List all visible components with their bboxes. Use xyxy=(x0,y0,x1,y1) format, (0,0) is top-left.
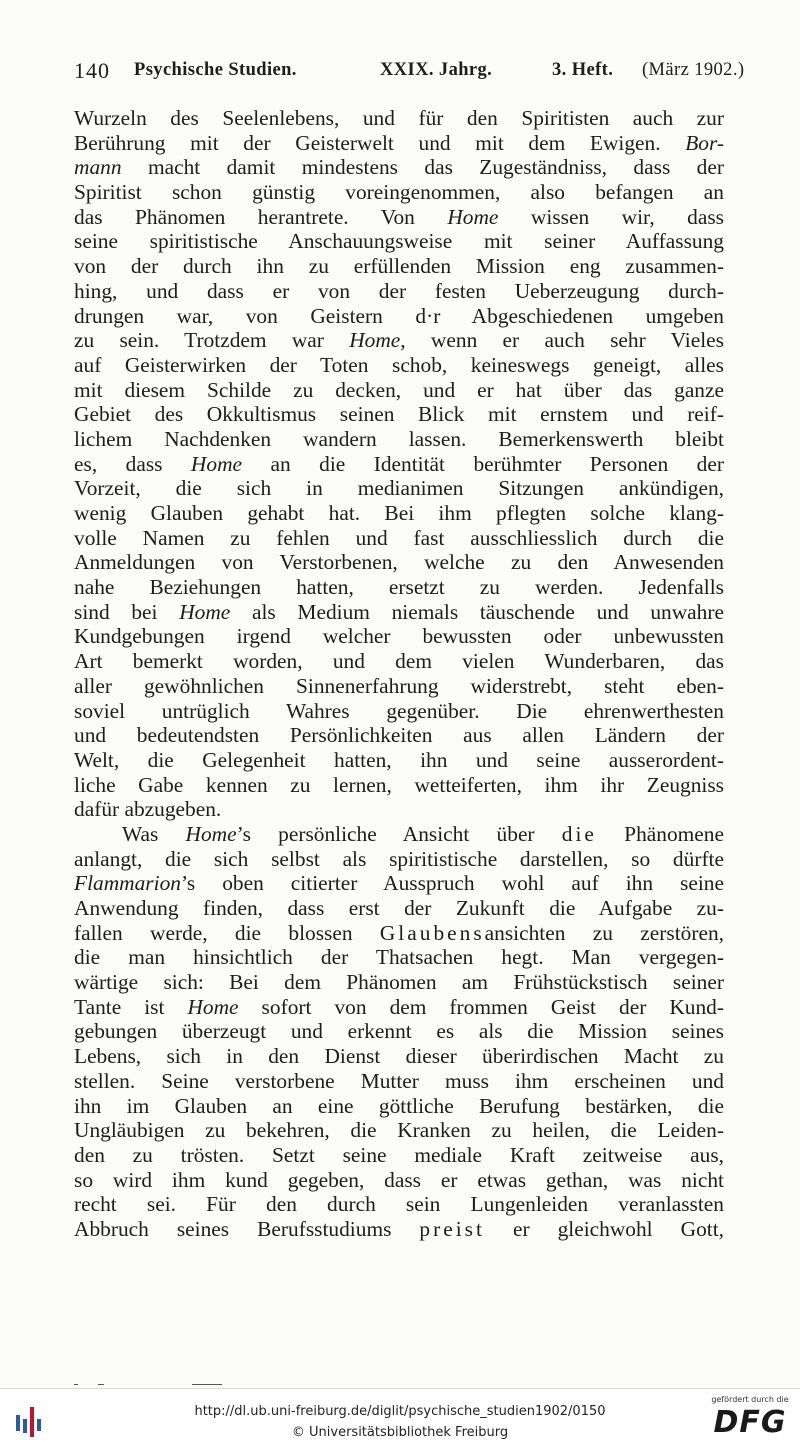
text-line xyxy=(74,550,724,575)
text-line xyxy=(74,674,724,699)
text-segment: Abbruch seines Berufsstudiums xyxy=(74,1216,420,1241)
text-segment: so wird ihm kund gegeben, dass er etwas gethan, was nicht xyxy=(74,1167,724,1192)
text-segment: volle Namen zu fehlen und fast ausschliesslich durch die xyxy=(74,525,724,550)
text-line xyxy=(74,476,724,501)
italic-name: Home xyxy=(185,821,237,846)
text-segment: Vorzeit, die sich in medianimen Sitzungen ankündigen, xyxy=(74,476,724,501)
text-segment: Lebens, sich in den Dienst dieser überirdischen Macht zu xyxy=(74,1044,724,1069)
source-url-link[interactable]: http://dl.ub.uni-freiburg.de/diglit/psychische_studien1902/0150 xyxy=(194,1404,606,1419)
italic-name: Home xyxy=(447,204,499,229)
text-segment: Was xyxy=(122,821,186,846)
dfg-logo xyxy=(706,1395,794,1445)
text-segment: ihn im Glauben an eine göttliche Berufung bestärken, die xyxy=(74,1093,724,1118)
text-line xyxy=(74,723,724,748)
text-segment: stellen. Seine verstorbene Mutter muss ihm erscheinen und xyxy=(74,1068,724,1093)
italic-name: Home xyxy=(349,328,401,353)
text-segment: Wurzeln des Seelenlebens, und für den Spiritisten auch zur xyxy=(74,106,724,130)
italic-name: Home xyxy=(179,599,231,624)
italic-name: Home xyxy=(187,994,239,1019)
text-segment: anlangt, die sich selbst als spiritistische darstellen, so dürfte xyxy=(74,846,724,871)
text-segment: Welt, die Gelegenheit hatten, ihn und seine ausserordent- xyxy=(74,747,724,772)
italic-name: Bor- xyxy=(685,130,724,155)
text-segment: und bedeutendsten Persönlichkeiten aus allen Ländern der xyxy=(74,723,724,748)
text-line xyxy=(74,699,724,724)
printer-mark xyxy=(74,1383,234,1386)
text-line xyxy=(74,1094,724,1119)
text-line xyxy=(74,921,724,946)
running-header xyxy=(74,58,745,88)
spaced-emphasis: die xyxy=(561,821,597,846)
text-line xyxy=(74,896,724,921)
text-segment: nahe Beziehungen hatten, ersetzt zu werden. Jedenfalls xyxy=(74,575,724,600)
text-line xyxy=(74,575,724,600)
text-line xyxy=(74,797,724,822)
text-segment: zu sein. Trotzdem war xyxy=(74,328,350,353)
text-line xyxy=(74,600,724,625)
text-segment: das Phänomen herantrete. Von xyxy=(74,204,448,229)
text-segment: er gleichwohl Gott, xyxy=(484,1216,724,1241)
text-line xyxy=(74,254,724,279)
text-line xyxy=(74,279,724,304)
text-segment: aller gewöhnlichen Sinnenerfahrung widerstrebt, steht eben- xyxy=(74,673,724,698)
text-line xyxy=(74,871,724,896)
text-line xyxy=(74,773,724,798)
text-line xyxy=(74,131,724,156)
page-number: 140 xyxy=(74,58,110,83)
text-segment: drungen war, von Geistern d·r Abgeschiedenen umgeben xyxy=(74,303,724,328)
text-segment: von der durch ihn zu erfüllenden Mission eng zusammen- xyxy=(74,254,724,279)
text-line xyxy=(74,1217,724,1242)
text-segment: Art bemerkt worden, und dem vielen Wunderbaren, das xyxy=(74,649,724,674)
text-line xyxy=(74,452,724,477)
issue-label: 3. Heft. xyxy=(552,60,614,80)
text-segment: ’s persönliche Ansicht über xyxy=(236,821,562,846)
text-segment: ’s oben citierter Ausspruch wohl auf ihn seine xyxy=(180,871,724,896)
text-segment: wärtige sich: Bei dem Phänomen am Frühstückstisch seiner xyxy=(74,970,724,995)
text-segment: macht damit mindestens das Zugeständniss, dass der xyxy=(121,155,724,180)
text-line xyxy=(74,822,724,847)
text-segment: seine spiritistische Anschauungsweise mit seiner Auffassung xyxy=(74,229,724,254)
text-segment: Anwendung finden, dass erst der Zukunft die Aufgabe zu- xyxy=(74,896,724,920)
journal-title: Psychische Studien. xyxy=(134,60,297,80)
text-segment: Kundgebungen irgend welcher bewussten oder unbewussten xyxy=(74,624,724,649)
text-line xyxy=(74,304,724,329)
text-line xyxy=(74,180,724,205)
text-line xyxy=(74,1019,724,1044)
text-line xyxy=(74,748,724,773)
text-line xyxy=(74,501,724,526)
text-segment: liche Gabe kennen zu lernen, wetteiferten, ihm ihr Zeugniss xyxy=(74,772,724,797)
text-segment: Phänomene xyxy=(596,821,724,846)
spaced-emphasis: preist xyxy=(419,1216,485,1241)
text-segment: an die Identität berühmter Personen der xyxy=(242,451,724,476)
text-line xyxy=(74,106,724,131)
volume-label: XXIX. Jahrg. xyxy=(380,60,493,80)
dfg-tagline: gefördert durch die xyxy=(711,1395,789,1404)
italic-name: mann xyxy=(74,155,122,180)
text-segment: sind bei xyxy=(74,599,180,624)
text-line xyxy=(74,995,724,1020)
text-line xyxy=(74,353,724,378)
text-line xyxy=(74,970,724,995)
text-line xyxy=(74,378,724,403)
text-line xyxy=(74,229,724,254)
text-line xyxy=(74,624,724,649)
text-line xyxy=(74,1044,724,1069)
text-line xyxy=(74,1069,724,1094)
text-segment: Tante ist xyxy=(74,994,188,1019)
text-segment: die man hinsichtlich der Thatsachen hegt. Man vergegen- xyxy=(74,945,724,970)
dfg-logo-text: DFG xyxy=(713,1405,787,1440)
text-segment: mit diesem Schilde zu decken, und er hat über das ganze xyxy=(74,377,724,402)
text-segment: Anmeldungen von Verstorbenen, welche zu den Anwesenden xyxy=(74,550,724,575)
text-line xyxy=(74,1118,724,1143)
issue-date: (März 1902.) xyxy=(642,60,745,80)
text-segment: lichem Nachdenken wandern lassen. Bemerkenswerth bleibt xyxy=(74,426,724,451)
text-segment: Gebiet des Okkultismus seinen Blick mit ernstem und reif- xyxy=(74,402,724,427)
text-segment: soviel untrüglich Wahres gegenüber. Die ehrenwerthesten xyxy=(74,698,724,723)
text-line xyxy=(74,1192,724,1217)
text-segment: hing, und dass er von der festen Ueberzeugung durch- xyxy=(74,278,724,303)
text-line xyxy=(74,155,724,180)
text-segment: dafür abzugeben. xyxy=(74,797,222,822)
text-segment: es, dass xyxy=(74,451,191,476)
body-text xyxy=(74,106,724,1242)
text-segment: ansichten zu zerstören, xyxy=(484,920,724,945)
text-segment: sofort von dem frommen Geist der Kund- xyxy=(238,994,724,1019)
text-line xyxy=(74,205,724,230)
text-line xyxy=(74,1143,724,1168)
text-segment: Ungläubigen zu bekehren, die Kranken zu heilen, die Leiden- xyxy=(74,1118,724,1143)
text-segment: recht sei. Für den durch sein Lungenleiden veranlassten xyxy=(74,1192,724,1217)
copyright-notice: © Universitätsbibliothek Freiburg xyxy=(291,1425,509,1440)
text-segment: gebungen überzeugt und erkennt es als die Mission seines xyxy=(74,1019,724,1044)
text-segment: auf Geisterwirken der Toten schob, keineswegs geneigt, alles xyxy=(74,352,724,377)
viewer-footer xyxy=(0,1388,800,1451)
italic-name: Home xyxy=(190,451,243,476)
text-line xyxy=(74,649,724,674)
text-line xyxy=(74,402,724,427)
text-segment: als Medium niemals täuschende und unwahre xyxy=(230,599,724,624)
text-segment: , wenn er auch sehr Vieles xyxy=(400,328,724,353)
spaced-emphasis: Glaubens xyxy=(379,920,485,945)
text-segment: wissen wir, dass xyxy=(498,204,724,229)
text-line xyxy=(74,847,724,872)
text-line xyxy=(74,1168,724,1193)
text-segment: Berührung mit der Geisterwelt und mit dem Ewigen. xyxy=(74,130,686,155)
text-line xyxy=(74,945,724,970)
text-line xyxy=(74,526,724,551)
italic-name: Flammarion xyxy=(74,871,181,896)
text-segment: fallen werde, die blossen xyxy=(74,920,380,945)
text-segment: wenig Glauben gehabt hat. Bei ihm pflegten solche klang- xyxy=(74,501,724,525)
text-line xyxy=(74,427,724,452)
text-segment: Spiritist schon günstig voreingenommen, also befangen an xyxy=(74,180,724,205)
text-segment: den zu trösten. Setzt seine mediale Kraft zeitweise aus, xyxy=(74,1142,724,1167)
text-line xyxy=(74,328,724,353)
